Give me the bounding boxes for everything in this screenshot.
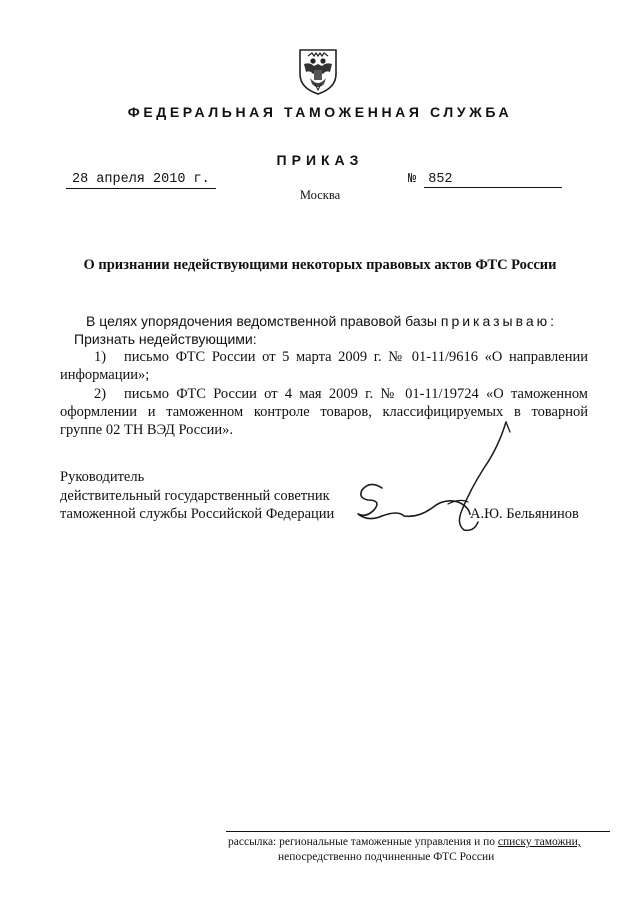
distribution-prefix: рассылка: региональные таможенные управления и по bbox=[228, 836, 498, 848]
order-word: приказываю: bbox=[440, 313, 558, 329]
list-item-text: информации»; bbox=[60, 367, 150, 383]
number-label: № bbox=[408, 172, 417, 187]
list-item-number: 2) bbox=[94, 386, 107, 402]
list-item-number: 1) bbox=[94, 349, 107, 365]
order-date: 28 апреля 2010 г. bbox=[66, 172, 216, 189]
handwritten-signature bbox=[348, 418, 518, 536]
list-item-text: оформлении и таможенном контроле товаров, классифицируемых в товарной bbox=[60, 404, 588, 420]
intro-paragraph bbox=[86, 313, 557, 329]
signer-rank-line1: действительный государственный советник bbox=[60, 488, 330, 504]
order-number bbox=[408, 172, 562, 188]
signer-rank-line2: таможенной службы Российской Федерации bbox=[60, 506, 335, 522]
coat-of-arms-icon bbox=[296, 44, 340, 96]
list-item-text: письмо ФТС России от 5 марта 2009 г. № 01-11/9616 «О направлении bbox=[124, 349, 588, 365]
signer-position: Руководитель bbox=[60, 469, 145, 485]
list-item-text: группе 02 ТН ВЭД России». bbox=[60, 422, 234, 438]
distribution-line bbox=[228, 836, 581, 848]
distribution-list-link: списку таможни, bbox=[497, 836, 581, 848]
signer-name: А.Ю. Бельянинов bbox=[470, 506, 579, 522]
city: Москва bbox=[299, 188, 341, 202]
invalid-label: Признать недействующими: bbox=[74, 331, 257, 347]
distribution-divider bbox=[226, 831, 610, 832]
document-type: ПРИКАЗ bbox=[276, 152, 364, 168]
number-value: 852 bbox=[424, 172, 562, 188]
document-title: О признании недействующими некоторых правовых актов ФТС России bbox=[83, 257, 557, 273]
list-item-text: письмо ФТС России от 4 мая 2009 г. № 01-11/19724 «О таможенном bbox=[124, 386, 588, 402]
distribution-line-2: непосредственно подчиненные ФТС России bbox=[278, 851, 495, 863]
intro-text: В целях упорядочения ведомственной правовой базы bbox=[86, 313, 441, 329]
agency-name: ФЕДЕРАЛЬНАЯ ТАМОЖЕННАЯ СЛУЖБА bbox=[127, 104, 513, 120]
